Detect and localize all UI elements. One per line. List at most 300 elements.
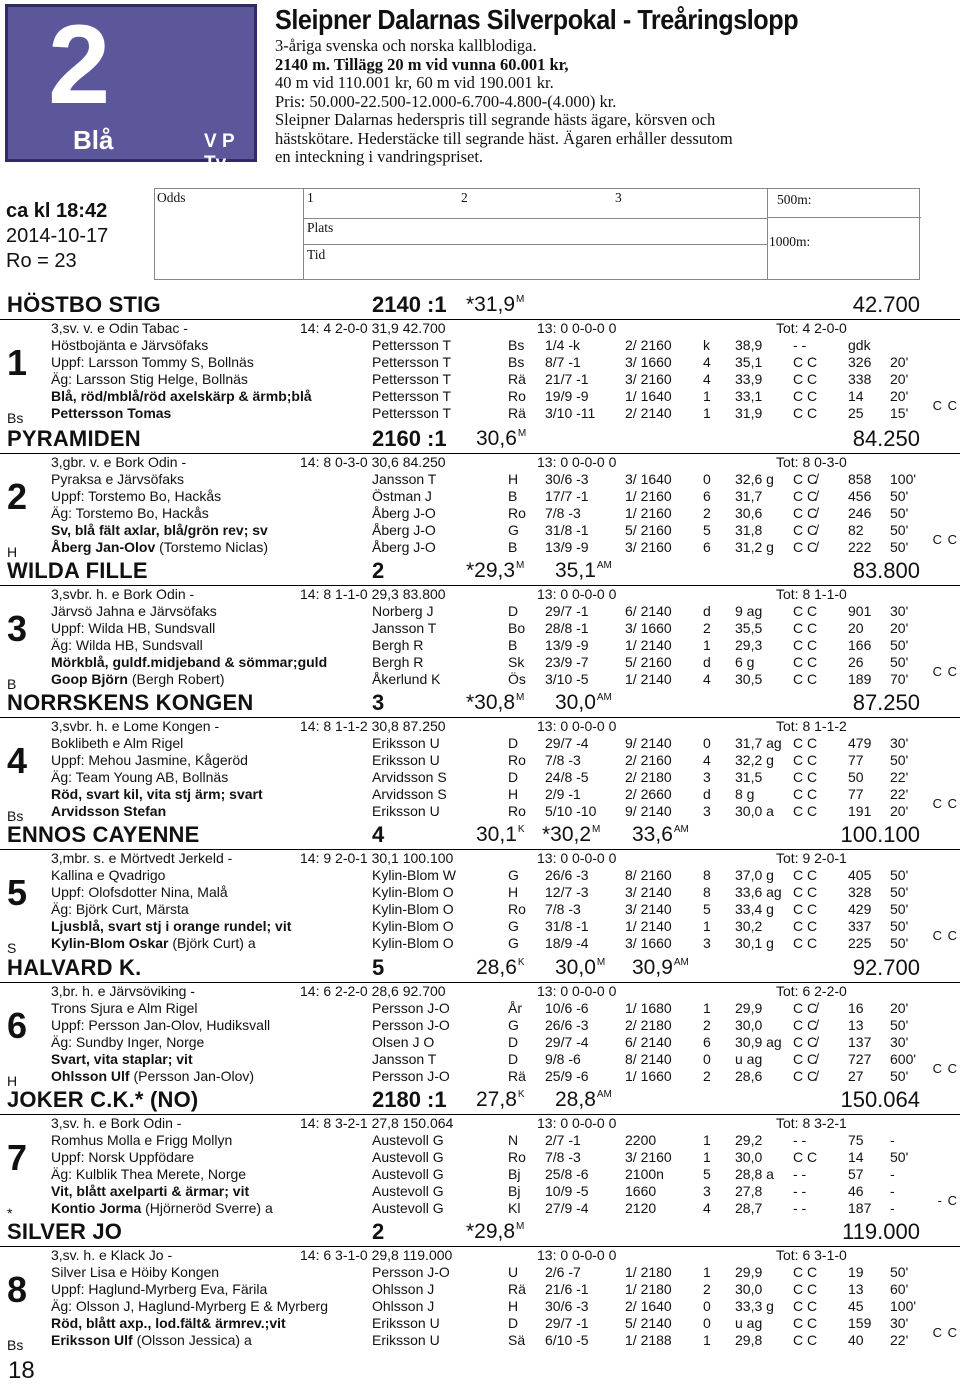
start-race: 1660 <box>625 1183 657 1199</box>
horse-stats-row <box>0 586 960 603</box>
start-time: 29,9 <box>735 1264 763 1280</box>
start-track: H <box>508 1298 519 1314</box>
start-driver: Pettersson T <box>372 405 452 421</box>
start-date: 7/8 -3 <box>545 901 581 917</box>
start-track: D <box>508 1034 519 1050</box>
barefoot-code: C C <box>932 796 958 811</box>
race-desc-line: hästskötare. Hederstäcke till segrande häst. Ägaren erhåller dessutom <box>275 128 733 148</box>
start-shoes: C C <box>793 901 818 917</box>
start-track: Rä <box>508 405 526 421</box>
start-race: 2120 <box>625 1200 657 1216</box>
start-date: 5/10 -10 <box>545 803 597 819</box>
record-suffix: M <box>516 560 525 571</box>
driver-line <box>51 1200 273 1217</box>
start-shoes: C C <box>793 769 818 785</box>
start-position: 8 <box>703 867 711 883</box>
start-odds: 26 <box>848 654 864 670</box>
horse-info-colors: Röd, svart kil, vita stj ärm; svart <box>51 786 263 802</box>
start-prize: 20' <box>890 371 909 387</box>
start-race: 3/ 1640 <box>625 471 672 487</box>
start-date: 2/7 -1 <box>545 1132 581 1148</box>
horse-shoe-code: Bs <box>7 410 24 426</box>
start-odds: 13 <box>848 1281 864 1297</box>
race-desc-line: 3-åriga svenska och norska kallblodiga. <box>275 36 537 55</box>
start-race: 1/ 1640 <box>625 388 672 404</box>
driver-extra: (Torstemo Niclas) <box>155 539 269 555</box>
record-suffix: AM <box>673 957 689 968</box>
start-position: 5 <box>703 522 711 538</box>
start-odds: 46 <box>848 1183 864 1199</box>
horse-name: NORRSKENS KONGEN <box>7 690 254 715</box>
horse-info-driver: Ohlsson Ulf <box>51 1068 130 1084</box>
start-driver: Eriksson U <box>372 1332 440 1348</box>
start-prize: 50' <box>890 901 909 917</box>
start-prize: 50' <box>890 488 909 504</box>
start-driver: Austevoll G <box>372 1132 444 1148</box>
barefoot-code: - C <box>937 1193 958 1208</box>
horse-info-row <box>0 1281 320 1298</box>
record-value: *30,2 <box>542 823 592 846</box>
record-suffix: K <box>517 824 525 835</box>
start-odds: 328 <box>848 884 872 900</box>
start-prize: 50' <box>890 1264 909 1280</box>
start-position: 1 <box>703 637 711 653</box>
start-date: 26/6 -3 <box>545 1017 589 1033</box>
horse-stats-2013: 13: 0 0-0-0 0 <box>537 1247 617 1263</box>
horse-info-row <box>0 867 320 884</box>
race-number-box <box>5 2 257 174</box>
horse-entry <box>0 690 960 822</box>
record-value: *29,3 <box>466 559 516 582</box>
start-date: 2/9 -1 <box>545 786 581 802</box>
start-race: 2/ 2160 <box>625 337 672 353</box>
start-prize: - <box>890 1166 895 1182</box>
start-prize: 20' <box>890 1000 909 1016</box>
horse-info-row <box>0 1068 320 1085</box>
start-track: Bj <box>508 1183 521 1199</box>
start-date: 30/6 -3 <box>545 1298 589 1314</box>
start-race: 1/ 1660 <box>625 1068 672 1084</box>
start-position: 1 <box>703 918 711 934</box>
start-prize: - <box>890 1132 895 1148</box>
start-prize: 20' <box>890 354 909 370</box>
race-desc-line: Sleipner Dalarnas hederspris till segrande hästs ägare, körsven och <box>275 110 716 129</box>
start-race: 3/ 2160 <box>625 1149 672 1165</box>
start-odds: 16 <box>848 1000 864 1016</box>
record-value: 30,0 <box>555 956 596 979</box>
start-prize: 20' <box>890 388 909 404</box>
record-suffix: AM <box>673 824 689 835</box>
start-date: 31/8 -1 <box>545 522 589 538</box>
horse-earnings: 84.250 <box>852 426 920 451</box>
start-track: Ro <box>508 803 526 819</box>
horse-shoe-code: S <box>7 940 17 956</box>
start-position: 4 <box>703 354 711 370</box>
start-odds: 77 <box>848 786 864 802</box>
start-track: Ro <box>508 752 526 768</box>
start-driver: Bergh R <box>372 637 424 653</box>
start-time: 37,0 g <box>735 867 774 883</box>
start-position: 0 <box>703 471 711 487</box>
start-prize: 100' <box>890 1298 917 1314</box>
start-prize: 50' <box>890 1068 909 1084</box>
horse-shoe-code: Bs <box>7 808 24 824</box>
start-prize: 22' <box>890 786 909 802</box>
horse-record <box>476 823 525 847</box>
horse-info-row <box>0 803 320 820</box>
horse-info-row <box>0 371 320 388</box>
start-track: G <box>508 918 519 934</box>
record-suffix: AM <box>596 560 612 571</box>
horse-info-dam: Höstbojänta e Järvsöfaks <box>51 337 209 353</box>
horse-stats-total: Tot: 6 2-2-0 <box>776 983 847 999</box>
start-race: 1/ 1680 <box>625 1000 672 1016</box>
start-shoes: - - <box>793 1166 807 1182</box>
horse-info-row <box>0 603 320 620</box>
start-track: H <box>508 786 519 802</box>
horse-stats-total: Tot: 8 1-1-2 <box>776 718 847 734</box>
start-driver: Jansson T <box>372 1051 437 1067</box>
record-suffix: M <box>516 1221 525 1232</box>
start-time: 31,7 <box>735 488 763 504</box>
place-2-label: 2 <box>461 190 468 205</box>
start-driver: Pettersson T <box>372 388 452 404</box>
start-time: 31,8 <box>735 522 763 538</box>
start-track: D <box>508 769 519 785</box>
horse-info-owner: Äg: Wilda HB, Sundsvall <box>51 637 203 653</box>
horse-stats-2014: 14: 6 2-2-0 28,6 92.700 <box>300 983 446 999</box>
start-shoes: C C̸ <box>793 1068 818 1084</box>
start-driver: Austevoll G <box>372 1149 444 1165</box>
start-driver: Norberg J <box>372 603 434 619</box>
start-prize: 600' <box>890 1051 917 1067</box>
start-track: Ro <box>508 1149 526 1165</box>
horse-info-row <box>0 522 320 539</box>
horse-record <box>466 691 524 715</box>
record-suffix: M <box>516 294 525 305</box>
horse-stats-row <box>0 1115 960 1132</box>
record-suffix: M <box>517 428 527 439</box>
start-date: 26/6 -3 <box>545 867 589 883</box>
horse-record <box>555 559 612 583</box>
barefoot-code: C C <box>932 532 958 547</box>
horse-distance: 3 <box>372 690 385 715</box>
start-position: 6 <box>703 488 711 504</box>
start-date: 7/8 -3 <box>545 505 581 521</box>
start-date: 29/7 -4 <box>545 1034 589 1050</box>
horse-info-row <box>0 654 328 671</box>
start-time: 29,2 <box>735 1132 763 1148</box>
1000m-label: 1000m: <box>769 234 811 249</box>
horse-info-row <box>0 471 320 488</box>
start-date: 17/7 -1 <box>545 488 589 504</box>
start-odds: 858 <box>848 471 872 487</box>
start-shoes: C C <box>793 671 818 687</box>
barefoot-code: C C <box>932 1061 958 1076</box>
start-odds: 479 <box>848 735 872 751</box>
horse-info-driver: Eriksson Ulf <box>51 1332 133 1348</box>
horse-stats-2013: 13: 0 0-0-0 0 <box>537 320 617 336</box>
start-time: 33,6 ag <box>735 884 782 900</box>
start-race: 2/ 2180 <box>625 1017 672 1033</box>
start-track: Sk <box>508 654 525 670</box>
horse-info-row <box>0 671 320 688</box>
start-position: 6 <box>703 1034 711 1050</box>
horse-pedigree: 3,svbr. h. e Lome Kongen - <box>51 718 220 734</box>
horse-info-row <box>0 935 320 952</box>
driver-extra: (Persson Jan-Olov) <box>129 1068 255 1084</box>
start-track: G <box>508 1017 519 1033</box>
horse-pedigree: 3,sv. h. e Bork Odin - <box>51 1115 182 1131</box>
start-prize: 30' <box>890 1034 909 1050</box>
horse-info-driver: Goop Björn <box>51 671 128 687</box>
horse-stats-total: Tot: 8 0-3-0 <box>776 454 847 470</box>
start-odds: 13 <box>848 1017 864 1033</box>
start-date: 19/9 -9 <box>545 388 589 404</box>
start-race: 3/ 2140 <box>625 884 672 900</box>
start-time: 31,7 ag <box>735 735 782 751</box>
horse-distance: 2 <box>372 558 385 583</box>
start-time: 32,2 g <box>735 752 774 768</box>
horse-shoe-code: Bs <box>7 1337 24 1353</box>
horse-entry <box>0 955 960 1087</box>
start-driver: Åberg J-O <box>372 505 436 521</box>
start-race: 2/ 2160 <box>625 752 672 768</box>
horse-distance: 2180 :1 <box>372 1087 447 1112</box>
horse-info-driver: Kontio Jorma <box>51 1200 142 1216</box>
start-shoes: C C̸ <box>793 1051 818 1067</box>
record-value: 30,0 <box>555 691 596 714</box>
start-prize: 70' <box>890 671 909 687</box>
start-track: Bo <box>508 620 526 636</box>
start-driver: Jansson T <box>372 471 437 487</box>
horse-info-driver: Arvidsson Stefan <box>51 803 167 819</box>
horse-earnings: 87.250 <box>852 690 920 715</box>
start-track: G <box>508 522 519 538</box>
start-position: d <box>703 654 711 670</box>
start-track: Bs <box>508 354 525 370</box>
start-date: 24/8 -5 <box>545 769 589 785</box>
start-odds: 225 <box>848 935 872 951</box>
start-shoes: C C <box>793 867 818 883</box>
start-time: 31,9 <box>735 405 763 421</box>
start-odds: 14 <box>848 388 864 404</box>
start-driver: Åberg J-O <box>372 539 436 555</box>
start-shoes: C C̸ <box>793 539 818 555</box>
start-date: 12/7 -3 <box>545 884 589 900</box>
start-position: 1 <box>703 388 711 404</box>
horse-pedigree: 3,sv. h. e Klack Jo - <box>51 1247 173 1263</box>
record-suffix: AM <box>596 692 612 703</box>
start-time: 8 g <box>735 786 755 802</box>
start-shoes: C C <box>793 354 818 370</box>
500m-label: 500m: <box>777 192 812 207</box>
start-position: 3 <box>703 935 711 951</box>
start-driver: Eriksson U <box>372 803 440 819</box>
start-odds: 75 <box>848 1132 864 1148</box>
horse-name: HALVARD K. <box>7 955 142 980</box>
race-desc-line: 2140 m. Tillägg 20 m vid vunna 60.001 kr, <box>275 54 569 74</box>
start-shoes: C C <box>793 1332 818 1348</box>
start-position: 1 <box>703 1264 711 1280</box>
horse-info-row <box>0 539 320 556</box>
start-shoes: C C <box>793 786 818 802</box>
start-position: 0 <box>703 1298 711 1314</box>
horse-info-colors: Svart, vita staplar; vit <box>51 1051 193 1067</box>
horse-info-row <box>0 488 320 505</box>
start-driver: Pettersson T <box>372 354 452 370</box>
start-shoes: C C <box>793 637 818 653</box>
start-track: Bj <box>508 1166 521 1182</box>
horse-info-breeder: Uppf: Norsk Uppfödare <box>51 1149 195 1165</box>
record-suffix: M <box>592 824 601 835</box>
start-position: 4 <box>703 1200 711 1216</box>
start-track: B <box>508 488 518 504</box>
horse-distance: 2160 :1 <box>372 426 447 451</box>
past-start-row <box>0 320 960 337</box>
horse-info-owner: Äg: Torstemo Bo, Hackås <box>51 505 209 521</box>
start-prize: 30' <box>890 1315 909 1331</box>
start-driver: Östman J <box>372 488 432 504</box>
start-date: 10/6 -6 <box>545 1000 589 1016</box>
start-position: 1 <box>703 1149 711 1165</box>
horse-earnings: 92.700 <box>852 955 920 980</box>
start-prize: - <box>890 1183 895 1199</box>
start-time: 29,3 <box>735 637 763 653</box>
start-odds: 405 <box>848 867 872 883</box>
horse-info-row <box>0 884 320 901</box>
start-time: 30,5 <box>735 671 763 687</box>
ro-value: Ro = 23 <box>6 250 77 272</box>
start-odds: 456 <box>848 488 872 504</box>
horse-info-row <box>0 337 320 354</box>
start-track: Rä <box>508 1068 526 1084</box>
start-track: B <box>508 637 518 653</box>
horse-start-number: 3 <box>7 608 28 649</box>
start-shoes: C C̸ <box>793 488 818 504</box>
horse-info-breeder: Uppf: Torstemo Bo, Hackås <box>51 488 222 504</box>
driver-line <box>51 1332 252 1349</box>
record-value: *30,8 <box>466 691 516 714</box>
start-odds: 338 <box>848 371 872 387</box>
start-odds: 191 <box>848 803 872 819</box>
start-prize: 100' <box>890 471 917 487</box>
start-odds: 189 <box>848 671 872 687</box>
horse-stats-2014: 14: 8 3-2-1 27,8 150.064 <box>300 1115 454 1131</box>
start-race: 2/ 1640 <box>625 1298 672 1314</box>
start-odds: 82 <box>848 522 864 538</box>
plats-label: Plats <box>307 220 334 235</box>
horse-start-number: 7 <box>7 1137 28 1178</box>
start-driver: Kylin-Blom W <box>372 867 457 883</box>
horse-info-row <box>0 637 320 654</box>
start-shoes: C C <box>793 388 818 404</box>
horse-info-row <box>0 620 320 637</box>
start-track: Ro <box>508 901 526 917</box>
start-position: d <box>703 603 711 619</box>
start-track: Ro <box>508 505 526 521</box>
horse-info-row <box>0 1315 320 1332</box>
horse-info-row <box>0 901 320 918</box>
horse-info-driver: Åberg Jan-Olov <box>51 539 156 555</box>
horse-pedigree: 3,mbr. s. e Mörtvedt Jerkeld - <box>51 850 233 866</box>
horse-stats-2014: 14: 4 2-0-0 31,9 42.700 <box>300 320 446 336</box>
start-position: 1 <box>703 1000 711 1016</box>
record-suffix: M <box>596 957 606 968</box>
start-race: 2200 <box>625 1132 657 1148</box>
record-value: 28,8 <box>555 1088 596 1111</box>
start-shoes: C C <box>793 1264 818 1280</box>
horse-pedigree: 3,svbr. h. e Bork Odin - <box>51 586 195 602</box>
horse-name: HÖSTBO STIG <box>7 292 161 317</box>
start-date: 25/8 -6 <box>545 1166 589 1182</box>
record-value: *31,9 <box>466 293 516 316</box>
start-odds: 20 <box>848 620 864 636</box>
start-time: 38,9 <box>735 337 763 353</box>
start-race: 8/ 2160 <box>625 867 672 883</box>
start-track: D <box>508 735 519 751</box>
start-date: 2014-10-17 <box>6 225 109 247</box>
start-time: 30,0 <box>735 1281 763 1297</box>
start-shoes: C C <box>793 918 818 934</box>
start-position: 2 <box>703 620 711 636</box>
start-race: 2/ 2180 <box>625 769 672 785</box>
barefoot-code: C C <box>932 398 958 413</box>
horse-distance: 2140 :1 <box>372 292 447 317</box>
horse-info-row <box>0 1200 320 1217</box>
start-odds: 727 <box>848 1051 872 1067</box>
horse-entry <box>0 1087 960 1219</box>
start-prize: - <box>890 1200 895 1216</box>
start-race: 1/ 2180 <box>625 1264 672 1280</box>
race-color: Blå <box>73 125 114 155</box>
start-date: 29/7 -1 <box>545 603 589 619</box>
start-odds: 222 <box>848 539 872 555</box>
start-driver: Jansson T <box>372 620 437 636</box>
horse-stats-2013: 13: 0 0-0-0 0 <box>537 718 617 734</box>
horse-info-dam: Silver Lisa e Höiby Kongen <box>51 1264 220 1280</box>
barefoot-code: C C <box>932 664 958 679</box>
record-value: *29,8 <box>466 1220 516 1243</box>
horse-info-dam: Järvsö Jahna e Järvsöfaks <box>51 603 217 619</box>
start-time: 35,1 <box>735 354 763 370</box>
horse-start-number: 4 <box>7 740 28 781</box>
start-driver: Persson J-O <box>372 1017 450 1033</box>
start-time: 33,9 <box>735 371 763 387</box>
horse-start-number: 1 <box>7 342 28 383</box>
start-race: 1/ 2160 <box>625 505 672 521</box>
start-driver: Austevoll G <box>372 1200 444 1216</box>
barefoot-code: C C <box>932 1325 958 1340</box>
start-driver: Olsen J O <box>372 1034 435 1050</box>
start-time: u ag <box>735 1315 763 1331</box>
start-odds: 246 <box>848 505 872 521</box>
start-date: 1/4 -k <box>545 337 581 353</box>
horse-stats-total: Tot: 6 3-1-0 <box>776 1247 847 1263</box>
start-date: 25/9 -6 <box>545 1068 589 1084</box>
start-shoes: C C <box>793 1281 818 1297</box>
horse-info-row <box>0 1051 320 1068</box>
place-3-label: 3 <box>615 190 622 205</box>
start-prize: 50' <box>890 522 909 538</box>
start-time: 30,6 <box>735 505 763 521</box>
start-odds: 27 <box>848 1068 864 1084</box>
start-time: 30,0 a <box>735 803 774 819</box>
start-race: 5/ 2140 <box>625 1315 672 1331</box>
start-prize: 20' <box>890 803 909 819</box>
start-shoes: C C <box>793 1298 818 1314</box>
start-race: 1/ 2140 <box>625 671 672 687</box>
